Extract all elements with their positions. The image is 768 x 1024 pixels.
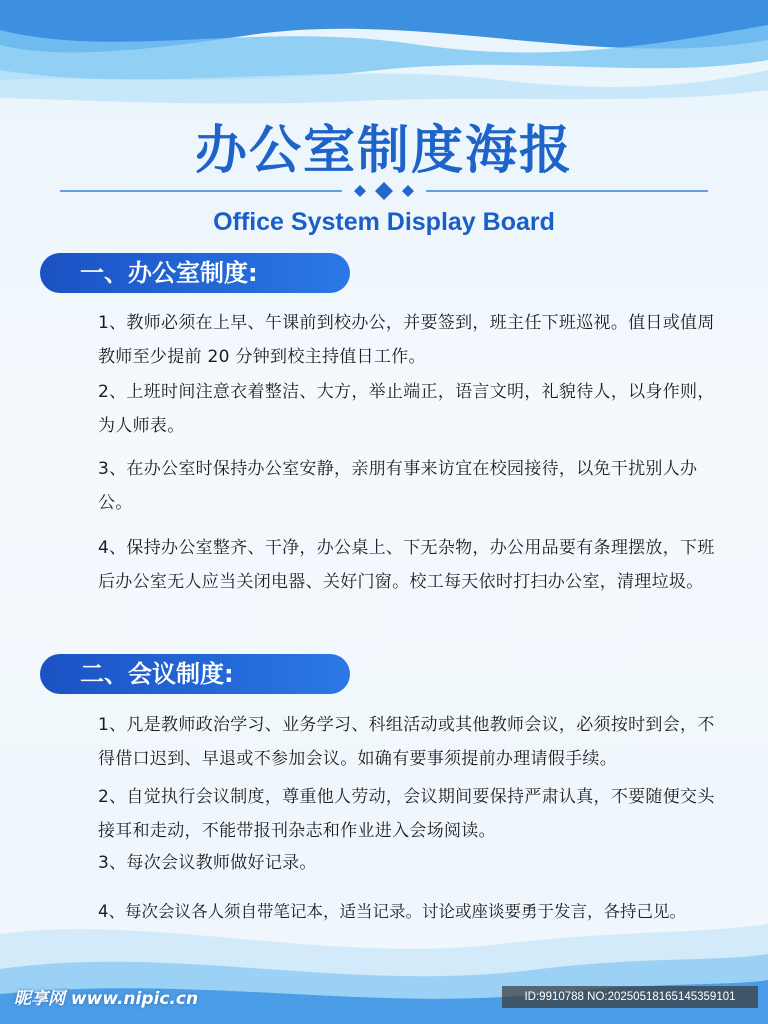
meeting-rule-4: 4、每次会议各人须自带笔记本，适当记录。讨论或座谈要勇于发言，各持己见。 [98, 902, 686, 921]
office-rule-1: 1、教师必须在上早、午课前到校办公，并要签到，班主任下班巡视。值日或值周教师至少提前 20 分钟到校主持值日工作。 [98, 313, 715, 367]
page-subtitle: Office System Display Board [213, 208, 555, 236]
section-heading-meeting: 二、会议制度: [40, 654, 350, 694]
site-watermark: 昵享网 www.nipic.cn [14, 989, 199, 1009]
office-rule-2: 2、上班时间注意衣着整洁、大方，举止端正，语言文明，礼貌待人，以身作则，为人师表。 [98, 382, 715, 436]
meeting-rule-2: 2、自觉执行会议制度，尊重他人劳动，会议期间要保持严肃认真，不要随便交头接耳和走动，不能带报刊杂志和作业进入会场阅读。 [98, 787, 715, 841]
page-title: 办公室制度海报 [194, 121, 573, 181]
section-heading-office: 一、办公室制度: [40, 253, 350, 293]
office-rule-3: 3、在办公室时保持办公室安静，亲朋有事来访宜在校园接待，以免干扰别人办公。 [98, 459, 698, 513]
meeting-rule-1: 1、凡是教师政治学习、业务学习、科组活动或其他教师会议，必须按时到会，不得借口迟到、早退或不参加会议。如确有要事须提前办理请假手续。 [98, 715, 715, 769]
top-wave-decoration [0, 0, 768, 110]
image-id-label: ID:9910788 NO:20250518165145359101 [502, 986, 758, 1008]
title-divider [60, 180, 708, 202]
office-rule-4: 4、保持办公室整齐、干净，办公桌上、下无杂物，办公用品要有条理摆放，下班后办公室无人应当关闭电器、关好门窗。校工每天依时打扫办公室，清理垃圾。 [98, 538, 715, 592]
meeting-rule-3: 3、每次会议教师做好记录。 [98, 853, 317, 873]
